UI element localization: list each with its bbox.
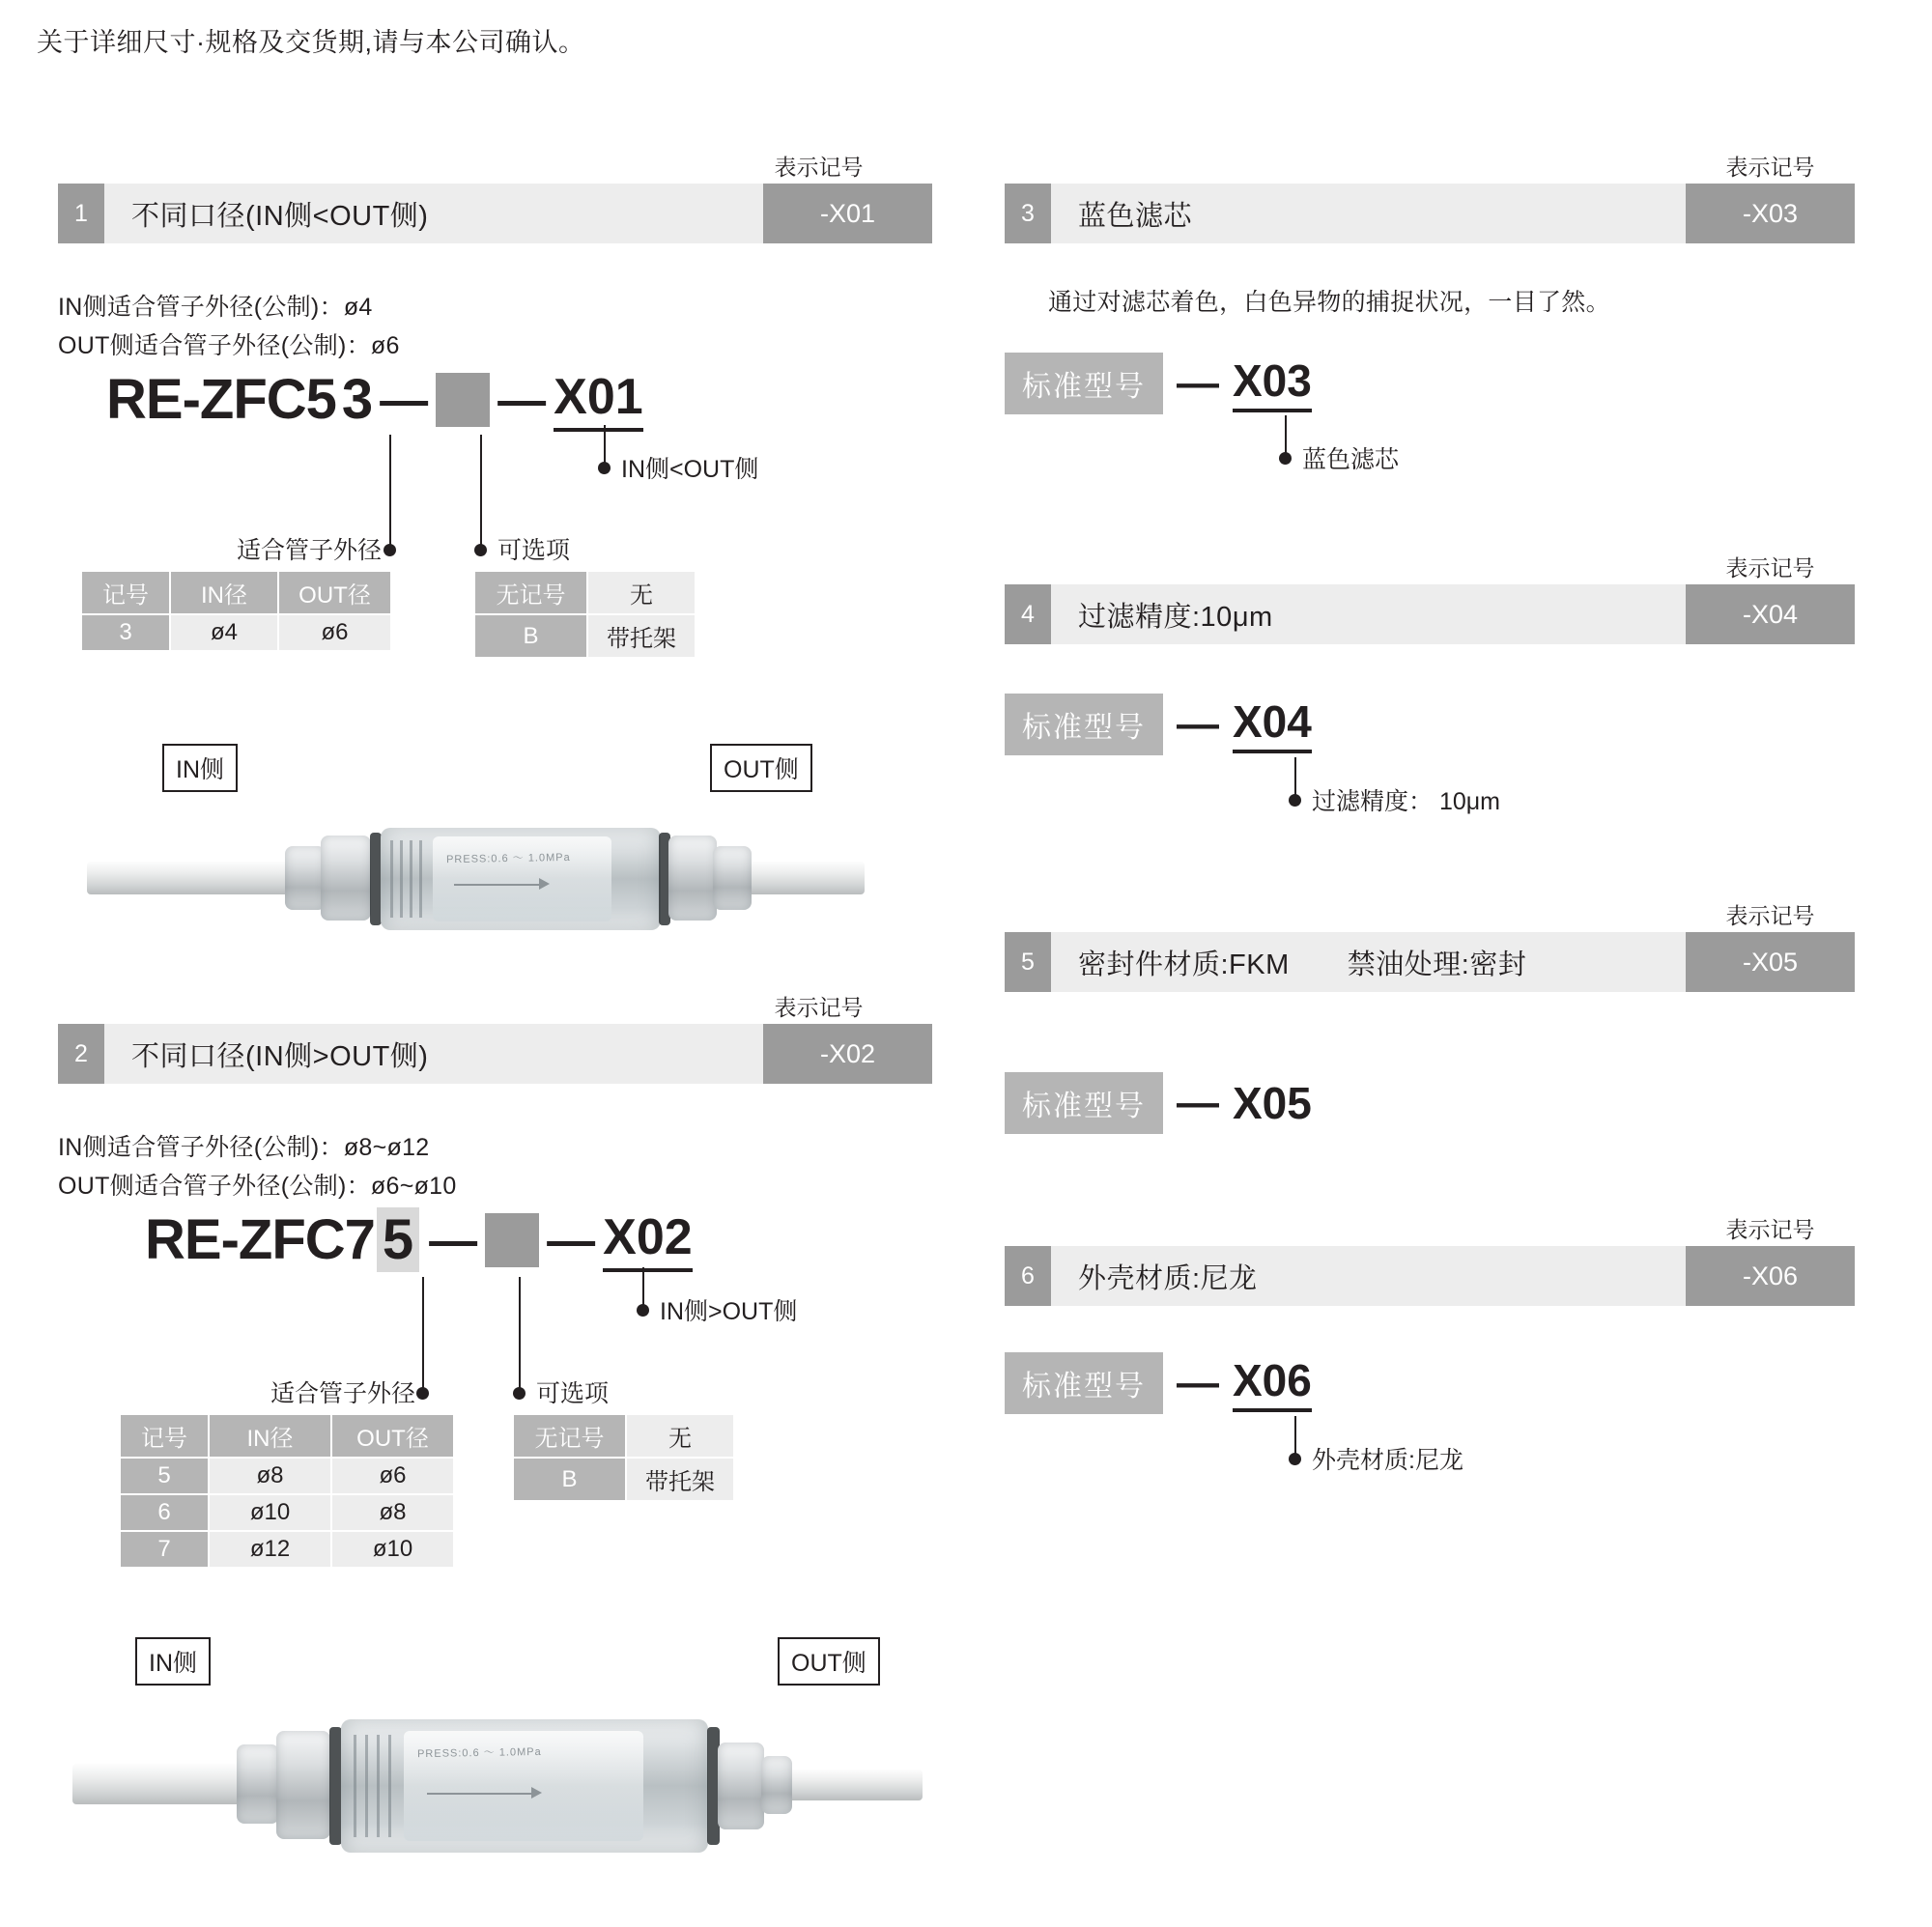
option-3-desc: 通过对滤芯着色，白色异物的捕捉状况，一目了然。 xyxy=(1048,289,1610,316)
th-nomark: 无记号 xyxy=(474,571,587,614)
in-label-2: IN侧 xyxy=(135,1637,211,1686)
std-tag-5: 标准型号 xyxy=(1005,1072,1163,1134)
option-code-6: -X06 xyxy=(1686,1246,1855,1306)
model-1-digit: 3 xyxy=(341,368,373,431)
model-1-dash-2: — xyxy=(497,372,547,427)
callout-6: 外壳材质:尼龙 xyxy=(1312,1447,1463,1474)
option-2-option-table xyxy=(512,1413,735,1502)
callout-2-option: 可选项 xyxy=(536,1380,610,1407)
option-title-5-a: 密封件材质:FKM xyxy=(1078,949,1290,980)
td-in: ø10 xyxy=(209,1494,331,1531)
model-2-blank-box xyxy=(485,1213,539,1267)
out-label-2: OUT侧 xyxy=(778,1637,880,1686)
inlet-tube-2 xyxy=(72,1764,256,1804)
model-1-dash-1: — xyxy=(380,372,429,427)
option-1-spec-out: OUT侧适合管子外径(公制)：ø6 xyxy=(58,332,400,359)
leader-1-option-dot xyxy=(474,544,487,556)
leader-4-v xyxy=(1294,757,1296,796)
td-in: ø4 xyxy=(170,614,278,651)
option-header-2 xyxy=(58,1024,932,1084)
table-row xyxy=(81,571,391,614)
inlet-fitting-1 xyxy=(285,846,326,910)
leader-2-tube-v xyxy=(422,1277,424,1395)
body-print-2: PRESS:0.6 ～ 1.0MPa xyxy=(416,1745,542,1761)
option-6-standard xyxy=(1005,1352,1312,1414)
option-1-model xyxy=(106,367,643,432)
td-out: ø10 xyxy=(331,1531,454,1568)
model-1-blank-box xyxy=(436,373,490,427)
option-code-1: -X01 xyxy=(763,184,932,243)
option-2-tube-table xyxy=(119,1413,455,1569)
th-none: 无 xyxy=(626,1414,734,1458)
option-number-2: 2 xyxy=(58,1024,104,1084)
td-out: ø8 xyxy=(331,1494,454,1531)
code-label-6: 表示记号 xyxy=(1725,1217,1815,1242)
code-label-2: 表示记号 xyxy=(774,995,864,1020)
option-1-spec-in: IN侧适合管子外径(公制)：ø4 xyxy=(58,294,373,321)
product-illustration-2 xyxy=(58,1688,927,1882)
leader-1-option-v xyxy=(480,435,482,551)
leader-3-dot xyxy=(1279,452,1292,465)
callout-1-tube: 适合管子外径 xyxy=(236,537,382,564)
table-row xyxy=(120,1458,454,1494)
std-dash-6: — xyxy=(1177,1359,1219,1406)
callout-2-suffix: IN侧>OUT侧 xyxy=(660,1298,798,1325)
callout-4: 过滤精度： 10μm xyxy=(1312,788,1500,815)
leader-1-tube-v xyxy=(389,435,391,551)
option-5-standard xyxy=(1005,1072,1312,1134)
td-out: ø6 xyxy=(278,614,391,651)
outlet-collar-1 xyxy=(668,836,717,921)
code-label-3: 表示记号 xyxy=(1725,155,1815,180)
in-label-1: IN侧 xyxy=(162,744,238,792)
td-mark: 5 xyxy=(120,1458,209,1494)
table-row xyxy=(513,1414,734,1458)
option-number-4: 4 xyxy=(1005,584,1051,644)
option-number-3: 3 xyxy=(1005,184,1051,243)
option-header-3 xyxy=(1005,184,1855,243)
leader-2-option-dot xyxy=(513,1387,526,1400)
td-out: ø6 xyxy=(331,1458,454,1494)
std-code-6: X06 xyxy=(1233,1354,1312,1412)
table-row xyxy=(474,571,696,614)
flow-arrow-line-2 xyxy=(427,1793,533,1795)
option-header-6 xyxy=(1005,1246,1855,1306)
td-bracket: 带托架 xyxy=(626,1458,734,1501)
option-title-1: 不同口径(IN侧<OUT侧) xyxy=(104,184,763,243)
leader-2-suffix-v xyxy=(642,1267,644,1306)
callout-2-tube: 适合管子外径 xyxy=(270,1380,415,1407)
td-in: ø8 xyxy=(209,1458,331,1494)
leader-2-option-v xyxy=(519,1277,521,1395)
td-in: ø12 xyxy=(209,1531,331,1568)
outlet-tube-2 xyxy=(778,1770,923,1800)
inlet-fitting-2 xyxy=(237,1744,279,1824)
option-title-6: 外壳材质:尼龙 xyxy=(1051,1246,1686,1306)
table-row xyxy=(81,614,391,651)
leader-6-v xyxy=(1294,1416,1296,1455)
option-title-5-b: 禁油处理:密封 xyxy=(1347,949,1527,980)
td-b: B xyxy=(474,614,587,658)
inlet-collar-2 xyxy=(276,1731,330,1839)
leader-2-suffix-dot xyxy=(637,1304,649,1317)
std-code-4: X04 xyxy=(1233,695,1312,753)
std-dash-3: — xyxy=(1177,359,1219,407)
leader-3-v xyxy=(1285,415,1287,454)
leader-4-dot xyxy=(1289,794,1301,807)
th-mark: 记号 xyxy=(81,571,170,614)
th-out: OUT径 xyxy=(278,571,391,614)
outlet-collar-2 xyxy=(718,1743,764,1829)
body-ribs-2 xyxy=(348,1735,404,1837)
body-ribs-1 xyxy=(386,840,433,918)
outlet-fitting-2 xyxy=(761,1756,792,1814)
td-mark: 6 xyxy=(120,1494,209,1531)
th-in: IN径 xyxy=(170,571,278,614)
th-out: OUT径 xyxy=(331,1414,454,1458)
option-2-spec-out: OUT侧适合管子外径(公制)：ø6~ø10 xyxy=(58,1173,457,1200)
std-code-5: X05 xyxy=(1233,1078,1312,1128)
option-1-tube-table xyxy=(80,570,392,652)
leader-6-dot xyxy=(1289,1453,1301,1465)
callout-1-option: 可选项 xyxy=(497,537,571,564)
option-3-standard xyxy=(1005,353,1312,414)
option-4-standard xyxy=(1005,694,1312,755)
model-1-base: RE-ZFC5 xyxy=(106,368,336,431)
option-number-1: 1 xyxy=(58,184,104,243)
callout-3: 蓝色滤芯 xyxy=(1302,446,1400,473)
option-title-3: 蓝色滤芯 xyxy=(1051,184,1686,243)
model-2-dash-1: — xyxy=(429,1212,478,1267)
model-2-base: RE-ZFC7 xyxy=(145,1208,375,1271)
td-mark: 7 xyxy=(120,1531,209,1568)
model-2-dash-2: — xyxy=(547,1212,596,1267)
th-nomark: 无记号 xyxy=(513,1414,626,1458)
option-header-5 xyxy=(1005,932,1855,992)
flow-arrow-head-1 xyxy=(539,878,550,890)
leader-1-tube-dot xyxy=(384,544,396,556)
option-title-5 xyxy=(1051,932,1686,992)
leader-1-suffix-v xyxy=(604,425,606,464)
callout-1-suffix: IN侧<OUT侧 xyxy=(621,456,759,483)
flow-arrow-head-2 xyxy=(531,1787,542,1799)
outlet-fitting-1 xyxy=(713,846,752,910)
table-row xyxy=(513,1458,734,1501)
option-title-2: 不同口径(IN侧>OUT侧) xyxy=(104,1024,763,1084)
option-number-6: 6 xyxy=(1005,1246,1051,1306)
leader-1-suffix-dot xyxy=(598,462,611,474)
option-title-4: 过滤精度:10μm xyxy=(1051,584,1686,644)
body-print-1: PRESS:0.6 ～ 1.0MPa xyxy=(445,851,571,866)
option-1-option-table xyxy=(473,570,696,659)
option-code-4: -X04 xyxy=(1686,584,1855,644)
option-code-3: -X03 xyxy=(1686,184,1855,243)
option-code-2: -X02 xyxy=(763,1024,932,1084)
code-label-1: 表示记号 xyxy=(774,155,864,180)
std-dash-4: — xyxy=(1177,700,1219,748)
model-1-suffix: X01 xyxy=(554,368,643,432)
model-2-suffix: X02 xyxy=(603,1208,693,1272)
table-row xyxy=(120,1531,454,1568)
inlet-collar-1 xyxy=(321,836,371,921)
option-header-4 xyxy=(1005,584,1855,644)
std-tag-4: 标准型号 xyxy=(1005,694,1163,755)
out-label-1: OUT侧 xyxy=(710,744,812,792)
table-row xyxy=(474,614,696,658)
td-mark: 3 xyxy=(81,614,170,651)
top-note: 关于详细尺寸·规格及交货期,请与本公司确认。 xyxy=(37,28,585,57)
th-mark: 记号 xyxy=(120,1414,209,1458)
std-tag-6: 标准型号 xyxy=(1005,1352,1163,1414)
leader-2-tube-dot xyxy=(416,1387,429,1400)
option-2-model xyxy=(145,1207,693,1272)
flow-arrow-line-1 xyxy=(454,884,541,886)
td-bracket: 带托架 xyxy=(587,614,696,658)
std-tag-3: 标准型号 xyxy=(1005,353,1163,414)
code-label-5: 表示记号 xyxy=(1725,903,1815,928)
th-none: 无 xyxy=(587,571,696,614)
code-label-4: 表示记号 xyxy=(1725,555,1815,581)
table-row xyxy=(120,1414,454,1458)
option-header-1 xyxy=(58,184,932,243)
option-code-5: -X05 xyxy=(1686,932,1855,992)
th-in: IN径 xyxy=(209,1414,331,1458)
table-row xyxy=(120,1494,454,1531)
std-dash-5: — xyxy=(1177,1079,1219,1126)
td-b: B xyxy=(513,1458,626,1501)
product-illustration-1 xyxy=(68,802,869,956)
option-2-spec-in: IN侧适合管子外径(公制)：ø8~ø12 xyxy=(58,1134,430,1161)
std-code-3: X03 xyxy=(1233,354,1312,412)
model-2-digit: 5 xyxy=(377,1207,419,1272)
option-number-5: 5 xyxy=(1005,932,1051,992)
